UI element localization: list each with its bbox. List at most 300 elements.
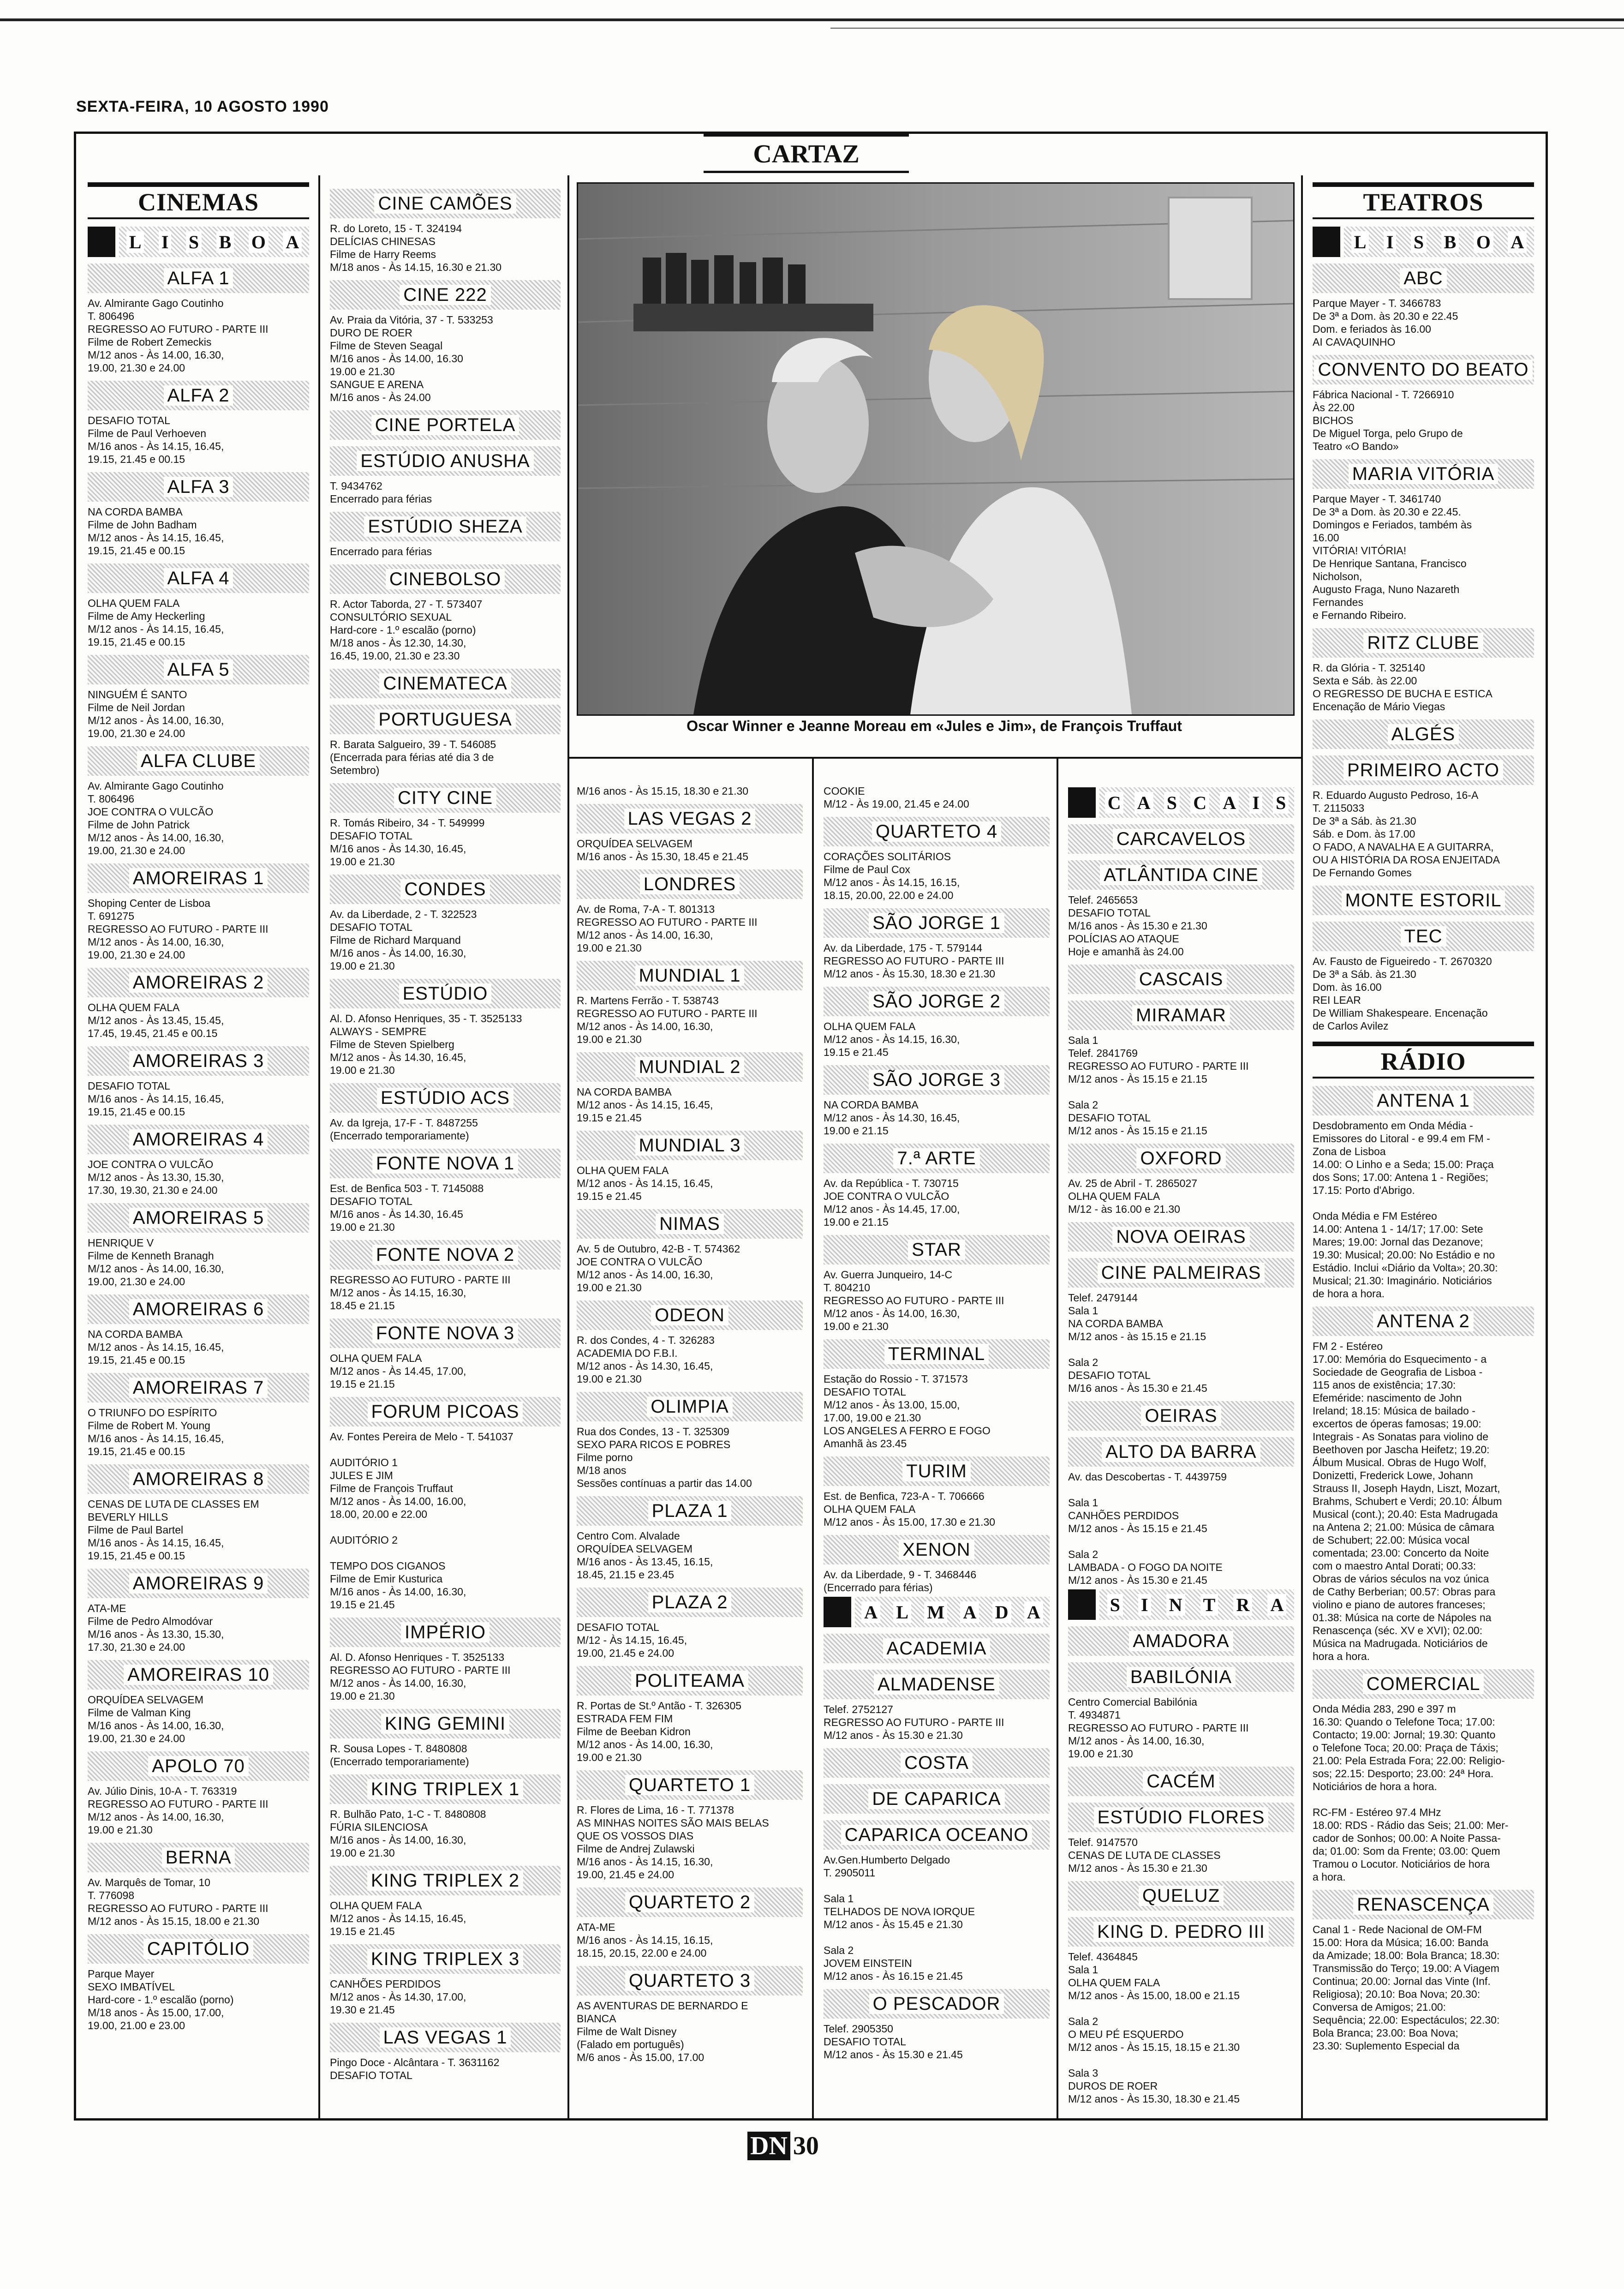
cinema-header-king-triplex-3: [330, 1944, 561, 1974]
cinemas-title: CINEMAS: [88, 182, 309, 219]
venue-name: CITY CINE: [394, 788, 496, 808]
cinema-header-alfa-2: [88, 381, 309, 410]
venue-name: AMOREIRAS 8: [129, 1469, 268, 1489]
cinema-header-carcavelos: [1068, 824, 1294, 854]
venue-name: ESTÚDIO SHEZA: [364, 516, 526, 537]
cinema-header-alfa-3: [88, 472, 309, 502]
venue-name: ALTO DA BARRA: [1102, 1442, 1260, 1462]
theatre-header-alges: [1313, 719, 1534, 749]
listing-text: NA CORDA BAMBA Filme de John Badham M/12 anos - Às 14.15, 16.45, 19.15, 21.45 e 00.15: [88, 506, 224, 557]
cinema-header-xenon: [824, 1535, 1050, 1564]
listing-text: Telef. 4364845 Sala 1 OLHA QUEM FALA M/12 anos - Às 15.00, 18.00 e 21.15 Sala 2 O MEU PÉ ESQUERDO M/12 anos - Às 15.15, 18.15 e 21.30 Sala 3 DUROS DE ROER M/12 anos - Às 15.30, 18.30 e 21.45: [1068, 1951, 1240, 2105]
venue-name: ALMADENSE: [874, 1674, 999, 1695]
listing-text: Av. Fausto de Figueiredo - T. 2670320 De 3ª a Sáb. às 21.30 Dom. às 16.00 REI LEAR De William Shakespeare. Encenação de Carlos Avilez: [1313, 955, 1492, 1032]
cinema-header-king-gemini: [330, 1709, 561, 1738]
venue-name: ESTÚDIO ACS: [377, 1088, 513, 1108]
venue-name: KING D. PEDRO III: [1093, 1922, 1269, 1942]
cinema-header-cine-camoes: [330, 189, 561, 218]
region-letter: S: [186, 231, 202, 253]
region-letter: A: [1134, 792, 1153, 814]
venue-name: KING TRIPLEX 2: [367, 1870, 523, 1891]
listing-text: Av. 25 de Abril - T. 2865027 OLHA QUEM FALA M/12 - às 16.00 e 21.30: [1068, 1177, 1198, 1215]
listing-text: ORQUÍDEA SELVAGEM M/16 anos - Às 15.30, 18.45 e 21.45: [577, 838, 749, 863]
venue-name: IMPÉRIO: [401, 1622, 490, 1642]
page-number: 30: [793, 2132, 819, 2160]
listing-text: Av. da Liberdade, 175 - T. 579144 REGRESSO AO FUTURO - PARTE III M/12 anos - Às 15.30, 18.30 e 21.30: [824, 942, 1004, 980]
cinema-header-turim: [824, 1456, 1050, 1486]
venue-name: AMOREIRAS 1: [129, 868, 268, 888]
cinema-header-mundial-2: [577, 1052, 803, 1082]
venue-name: ANTENA 1: [1373, 1091, 1473, 1111]
cinema-header-estudio-flores: [1068, 1803, 1294, 1832]
cinema-header-alfa-4: [88, 563, 309, 593]
region-letter: A: [861, 1601, 880, 1623]
radio-header-comercial: [1313, 1669, 1534, 1699]
venue-name: AMOREIRAS 4: [129, 1129, 268, 1150]
listing-text: R. do Loreto, 15 - T. 324194 DELÍCIAS CHINESAS Filme de Harry Reems M/18 anos - Às 14.15, 16.30 e 21.30: [330, 222, 502, 273]
listing-text: NA CORDA BAMBA M/12 anos - Às 14.30, 16.45, 19.00 e 21.15: [824, 1099, 960, 1137]
cinema-header-estudio: [330, 979, 561, 1008]
photo-divider: [567, 757, 1301, 759]
radio-header-antena-2: [1313, 1306, 1534, 1336]
venue-name: MIRAMAR: [1132, 1005, 1230, 1025]
listing-text: R. Sousa Lopes - T. 8480808 (Encerrado temporariamente): [330, 1743, 469, 1768]
radio-header-antena-1: [1313, 1086, 1534, 1115]
venue-name: ABC: [1400, 268, 1446, 288]
theatres-title: TEATROS: [1313, 182, 1534, 219]
listing-text: Av. de Roma, 7-A - T. 801313 REGRESSO AO FUTURO - PARTE III M/12 anos - Às 14.00, 16.30, 19.00 e 21.30: [577, 903, 758, 954]
listing-text: CENAS DE LUTA DE CLASSES EM BEVERLY HILLS Filme de Paul Bartel M/16 anos - Às 14.15, 16.45, 19.15, 21.45 e 00.15: [88, 1498, 259, 1562]
listing-text: O TRIUNFO DO ESPÍRITO Filme de Robert M. Young M/16 anos - Às 14.15, 16.45, 19.15, 21.45 e 00.15: [88, 1407, 224, 1457]
region-letter: R: [1233, 1594, 1252, 1616]
listing-text: Telef. 2479144 Sala 1 NA CORDA BAMBA M/12 anos - às 15.15 e 21.15 Sala 2 DESAFIO TOTAL M/16 anos - Às 15.30 e 21.45: [1068, 1292, 1207, 1394]
venue-name: ATLÂNTIDA CINE: [1100, 865, 1262, 885]
region-letter: S: [1164, 792, 1180, 814]
venue-list: [88, 264, 309, 2032]
cinema-header-cacem: [1068, 1767, 1294, 1796]
cinema-header-amoreiras-10: [88, 1660, 309, 1690]
venue-name: RENASCENÇA: [1353, 1894, 1493, 1915]
footer-page-number: [747, 2131, 819, 2161]
region-letter: L: [893, 1601, 911, 1623]
region-letter: O: [249, 231, 269, 253]
region-letter: A: [1024, 1601, 1043, 1623]
venue-list: [577, 804, 803, 2064]
cinema-header-estudio-sheza: [330, 512, 561, 541]
cinema-header-amadora: [1068, 1626, 1294, 1656]
region-letter: D: [992, 1601, 1011, 1623]
continued-text: COOKIE M/12 - Às 19.00, 21.45 e 24.00: [824, 785, 969, 810]
venue-name: MUNDIAL 1: [635, 965, 745, 986]
listing-text: ATA-ME Filme de Pedro Almodóvar M/16 anos - Às 13.30, 15.30, 17.30, 21.30 e 24.00: [88, 1602, 224, 1653]
cinemas-column-1: [88, 182, 309, 2121]
venue-name: BABILÓNIA: [1127, 1667, 1236, 1687]
top-rule-secondary: [830, 28, 1624, 29]
listing-text: Av. das Descobertas - T. 4439759 Sala 1 CANHÕES PERDIDOS M/12 anos - Às 15.15 e 21.45 Sala 2 LAMBADA - O FOGO DA NOITE M/12 anos - Às 15.30 e 21.45: [1068, 1471, 1227, 1586]
venue-name: AMOREIRAS 9: [129, 1573, 268, 1594]
venue-name: CACÉM: [1143, 1771, 1219, 1792]
photo-image: [578, 184, 1293, 714]
region-letter: A: [1267, 1594, 1286, 1616]
listing-text: AS AVENTURAS DE BERNARDO E BIANCA Filme de Walt Disney (Falado em português) M/6 anos - Às 15.00, 17.00: [577, 2000, 748, 2063]
cinema-header-las-vegas-2: [577, 804, 803, 833]
venue-name: ALFA 2: [164, 385, 233, 406]
venue-name: LAS VEGAS 2: [624, 809, 756, 829]
venue-name: CAPARICA OCEANO: [841, 1825, 1033, 1845]
listing-text: Av. da República - T. 730715 JOE CONTRA O VULCÃO M/12 anos - Às 14.45, 17.00, 19.00 e 21.15: [824, 1177, 960, 1228]
region-letter: L: [126, 231, 144, 253]
venue-name: NIMAS: [656, 1214, 724, 1234]
region-letter: I: [1384, 231, 1397, 253]
venue-name: MONTE ESTORIL: [1342, 890, 1505, 911]
cinema-header-amoreiras-7: [88, 1373, 309, 1402]
cinema-header-cascais: [1068, 965, 1294, 994]
listing-text: Al. D. Afonso Henriques, 35 - T. 3525133 ALWAYS - SEMPRE Filme de Steven Spielberg M/12 anos - Às 14.30, 16.45, 19.00 e 21.30: [330, 1013, 522, 1076]
theatre-header-tec: [1313, 922, 1534, 951]
cinema-header-cinebolso: [330, 564, 561, 594]
venue-name: FONTE NOVA 2: [372, 1245, 518, 1265]
theatres-radio-column: [1313, 182, 1534, 2121]
venue-name: COSTA: [901, 1753, 973, 1773]
venue-name: 7.ª ARTE: [893, 1148, 979, 1168]
region-letter: O: [1474, 231, 1493, 253]
venue-name: KING GEMINI: [381, 1714, 509, 1734]
listing-text: Shoping Center de Lisboa T. 691275 REGRESSO AO FUTURO - PARTE III M/12 anos - Às 14.00, 16.30, 19.00, 21.30 e 24.00: [88, 897, 269, 961]
dateline: SEXTA-FEIRA, 10 AGOSTO 1990: [76, 98, 329, 115]
region-letter: S: [1107, 1594, 1123, 1616]
cinema-header-atlantida-cine: [1068, 860, 1294, 890]
region-letter: C: [1190, 792, 1209, 814]
venue-list: [1068, 787, 1294, 2105]
cinema-header-de-caparica: [824, 1784, 1050, 1814]
theatre-header-convento-do-beato: [1313, 355, 1534, 384]
cinema-header-fonte-nova-2: [330, 1240, 561, 1270]
theatre-header-maria-vitoria: [1313, 459, 1534, 489]
listing-text: CANHÕES PERDIDOS M/12 anos - Às 14.30, 17.00, 19.30 e 21.45: [330, 1978, 466, 2016]
venue-name: ODEON: [651, 1305, 728, 1325]
cinema-header-babilonia: [1068, 1662, 1294, 1692]
region-marker: [1068, 1589, 1096, 1620]
listing-text: Av. da Liberdade, 2 - T. 322523 DESAFIO TOTAL Filme de Richard Marquand M/16 anos - Às 14.00, 16.30, 19.00 e 21.30: [330, 908, 477, 972]
venue-name: LONDRES: [640, 874, 740, 894]
venue-name: CINE CAMÕES: [374, 193, 516, 214]
listing-text: Av. da Igreja, 17-F - T. 8487255 (Encerrado temporariamente): [330, 1117, 478, 1142]
venue-name: AMOREIRAS 5: [129, 1208, 268, 1228]
cinema-header-miramar: [1068, 1001, 1294, 1030]
listing-text: Av. Júlio Dinis, 10-A - T. 763319 REGRESSO AO FUTURO - PARTE III M/12 anos - Às 14.00, 16.30, 19.00 e 21.30: [88, 1785, 269, 1836]
region-lisboa: [1313, 227, 1534, 257]
venue-name: ESTÚDIO FLORES: [1094, 1807, 1269, 1828]
listing-text: R. Tomás Ribeiro, 34 - T. 549999 DESAFIO TOTAL M/16 anos - Às 14.30, 16.45, 19.00 e 21.30: [330, 817, 485, 868]
region-letter: M: [924, 1601, 947, 1623]
venue-name: QUARTETO 3: [625, 1971, 754, 1991]
column-divider: [567, 175, 569, 2121]
cinema-header-alto-da-barra: [1068, 1437, 1294, 1467]
cinemas-column-3: [577, 785, 803, 2121]
venue-name: OEIRAS: [1141, 1406, 1221, 1426]
venue-name: CINE PORTELA: [371, 415, 519, 435]
cinema-header-amoreiras-6: [88, 1294, 309, 1324]
cinema-header-forum-picoas: [330, 1397, 561, 1426]
section-title-cartaz: CARTAZ: [704, 134, 909, 173]
cinema-header-mundial-1: [577, 961, 803, 990]
listing-text: Sala 1 Telef. 2841769 REGRESSO AO FUTURO - PARTE III M/12 anos - Às 15.15 e 21.15 Sala 2 DESAFIO TOTAL M/12 anos - Às 15.15 e 21.15: [1068, 1034, 1249, 1137]
listing-text: Av. Fontes Pereira de Melo - T. 541037 AUDITÓRIO 1 JULES E JIM Filme de François Truffaut M/12 anos - Às 14.00, 16.00, 18.00, 20.00 e 22.00 AUDITÓRIO 2 TEMPO DOS CIGANOS Filme de Emir Kusturica M/16 anos - Às 14.00, 16.30, 19.15 e 21.45: [330, 1431, 513, 1611]
cinema-header-amoreiras-9: [88, 1569, 309, 1598]
listing-text: T. 9434762 Encerrado para férias: [330, 480, 432, 505]
cinemas-column-2: [330, 182, 561, 2121]
venue-name: ALGÉS: [1388, 724, 1459, 744]
listing-text: Telef. 2752127 REGRESSO AO FUTURO - PARTE III M/12 anos - Às 15.30 e 21.30: [824, 1703, 1004, 1741]
venue-name: MARIA VITÓRIA: [1349, 464, 1499, 484]
listing-text: Av. Guerra Junqueiro, 14-C T. 804210 REGRESSO AO FUTURO - PARTE III M/12 anos - Às 14.00, 16.30, 19.00 e 21.30: [824, 1269, 1004, 1332]
venue-name: SÃO JORGE 1: [869, 913, 1004, 933]
cinema-header-alfa-5: [88, 655, 309, 684]
venue-name: ESTÚDIO: [399, 983, 492, 1004]
listing-text: REGRESSO AO FUTURO - PARTE III M/12 anos - Às 14.15, 16.30, 18.45 e 21.15: [330, 1274, 511, 1312]
listing-text: FM 2 - Estéreo 17.00: Memória do Esquecimento - a Sociedade de Geografia de Lisboa - 115 anos de existência; 17.30: Efeméride: nascimento de John Ireland; 18.15: Música de bailado - excertos de óperas famosas; 19.00: Integrais - As Sonatas para violino de Beethoven por Jascha Heifetz; 19.20: Álbum Musical. Obras de Hugo Wolf, Donizetti, Frederick Lowe, Johann Strauss II, Joseph Haydn, Liszt, Mozart, Brahms, Schubert e Verdi; 20.10: Álbum Musical (cont.); 20.40: Esta Madrugada na Antena 2; 21.00: Música de câmara de Schubert; 22.00: Música vocal comentada; 23.00: Concerto da Noite com o maestro Antal Dorati; 00.33: Obras de vários séculos na voz única de Cathy Berberian; 00.57: Obras para violino e piano de autores franceses; 01.38: Música na corte de Nápoles na Renascença (séc. XV e XVI); 02.00: Música na Madrugada. Noticiários de hora a hora.: [1313, 1340, 1502, 1662]
cinema-header-olimpia: [577, 1392, 803, 1421]
listing-text: NA CORDA BAMBA M/12 anos - Às 14.15, 16.45, 19.15, 21.45 e 00.15: [88, 1328, 224, 1366]
theatre-header-primeiro-acto: [1313, 755, 1534, 785]
venue-name: NOVA OEIRAS: [1112, 1227, 1249, 1247]
cinema-header-quarteto-4: [824, 817, 1050, 846]
venue-name: TERMINAL: [884, 1344, 989, 1364]
column-divider: [318, 175, 320, 2121]
listing-text: Centro Com. Alvalade ORQUÍDEA SELVAGEM M/16 anos - Às 13.45, 16.15, 18.45, 21.15 e 23.45: [577, 1530, 713, 1581]
venue-name: FORUM PICOAS: [368, 1402, 523, 1422]
listing-text: Parque Mayer - T. 3461740 De 3ª a Dom. às 20.30 e 22.45. Domingos e Feriados, também às 16.00 VITÓRIA! VITÓRIA! De Henrique Santana, Francisco Nicholson, Augusto Fraga, Nuno Nazareth Fernandes e Fernando Ribeiro.: [1313, 493, 1472, 621]
region-letters: [1099, 1589, 1294, 1620]
listing-text: ORQUÍDEA SELVAGEM Filme de Valman King M/16 anos - Às 14.00, 16.30, 19.00, 21.30 e 24.00: [88, 1694, 224, 1744]
listing-text: Pingo Doce - Alcântara - T. 3631162 DESAFIO TOTAL: [330, 2056, 500, 2081]
listing-text: OLHA QUEM FALA M/12 anos - Às 14.15, 16.45, 19.15 e 21.45: [330, 1900, 466, 1937]
radio-header-renascenca: [1313, 1890, 1534, 1919]
venue-name: ALFA 1: [164, 268, 233, 288]
listing-text: R. Martens Ferrão - T. 538743 REGRESSO AO FUTURO - PARTE III M/12 anos - Às 14.00, 16.30, 19.00 e 21.30: [577, 995, 758, 1045]
cinema-header-politeama: [577, 1666, 803, 1696]
venue-name: FONTE NOVA 3: [372, 1323, 518, 1343]
venue-name: MUNDIAL 3: [635, 1135, 745, 1156]
region-letter: A: [1220, 792, 1239, 814]
listing-text: R. da Glória - T. 325140 Sexta e Sáb. às 22.00 O REGRESSO DE BUCHA E ESTICA Encenação de Mário Viegas: [1313, 662, 1493, 713]
cinema-header-nimas: [577, 1209, 803, 1239]
listing-text: R. Portas de St.º Antão - T. 326305 ESTRADA FEM FIM Filme de Beeban Kidron M/12 anos - Às 14.00, 16.30, 19.00 e 21.30: [577, 1700, 742, 1763]
venue-name: DE CAPARICA: [868, 1789, 1004, 1809]
listing-text: DESAFIO TOTAL M/16 anos - Às 14.15, 16.45, 19.15, 21.45 e 00.15: [88, 1080, 224, 1118]
listing-text: R. Actor Taborda, 27 - T. 573407 CONSULTÓRIO SEXUAL Hard-core - 1.º escalão (porno) M/18 anos - Às 12.30, 14.30, 16.45, 19.00, 21.30 e 23.30: [330, 598, 483, 662]
cinema-header-odeon: [577, 1300, 803, 1330]
cinema-header-amoreiras-1: [88, 863, 309, 893]
cinema-header-star: [824, 1235, 1050, 1264]
cinema-header-academia: [824, 1634, 1050, 1663]
cinema-header-almadense: [824, 1670, 1050, 1699]
listing-text: Parque Mayer - T. 3466783 De 3ª a Dom. às 20.30 e 22.45 Dom. e feriados às 16.00 AI CAVAQUINHO: [1313, 297, 1458, 348]
listing-text: Est. de Benfica 503 - T. 7145088 DESAFIO TOTAL M/16 anos - Às 14.30, 16.45 19.00 e 21.30: [330, 1182, 484, 1233]
cinema-header-mundial-3: [577, 1131, 803, 1160]
region-letter: A: [960, 1601, 979, 1623]
venue-name: CINE 222: [400, 285, 490, 305]
listing-text: Rua dos Condes, 13 - T. 325309 SEXO PARA RICOS E POBRES Filme porno M/18 anos Sessões contínuas a partir das 14.00: [577, 1426, 752, 1489]
listing-text: DESAFIO TOTAL Filme de Paul Verhoeven M/16 anos - Às 14.15, 16.45, 19.15, 21.45 e 00.15: [88, 414, 224, 465]
cinema-header-plaza-2: [577, 1588, 803, 1617]
cinema-header-cinemateca: [330, 669, 561, 698]
listing-text: Telef. 2905350 DESAFIO TOTAL M/12 anos - Às 15.30 e 21.45: [824, 2023, 963, 2061]
region-letters: [1099, 787, 1294, 818]
theatre-header-monte-estoril: [1313, 886, 1534, 915]
listing-text: Al. D. Afonso Henriques - T. 3525133 REGRESSO AO FUTURO - PARTE III M/12 anos - Às 14.00, 16.30, 19.00 e 21.30: [330, 1651, 511, 1702]
venue-name: QUARTETO 2: [625, 1892, 754, 1912]
region-marker: [1068, 787, 1096, 818]
venue-name: PORTUGUESA: [375, 709, 515, 730]
listing-text: Av. Almirante Gago Coutinho T. 806496 REGRESSO AO FUTURO - PARTE III Filme de Robert Zemeckis M/12 anos - Às 14.00, 16.30, 19.00, 21.30 e 24.00: [88, 297, 269, 374]
venue-name: QUARTETO 1: [625, 1775, 754, 1795]
cinema-header-king-triplex-2: [330, 1866, 561, 1895]
venue-name: AMOREIRAS 6: [129, 1299, 268, 1319]
venue-name: CINE PALMEIRAS: [1098, 1263, 1265, 1283]
region-letter: C: [1105, 792, 1124, 814]
cinema-header-amoreiras-5: [88, 1203, 309, 1233]
listing-text: Centro Comercial Babilónia T. 4934871 REGRESSO AO FUTURO - PARTE III M/12 anos - Às 14.00, 16.30, 19.00 e 21.30: [1068, 1696, 1249, 1760]
venue-name: STAR: [908, 1240, 965, 1260]
listing-text: Av. Almirante Gago Coutinho T. 806496 JOE CONTRA O VULCÃO Filme de John Patrick M/12 anos - Às 14.00, 16.30, 19.00, 21.30 e 24.00: [88, 780, 224, 857]
venue-name: APOLO 70: [148, 1756, 248, 1776]
venue-list: [824, 817, 1050, 2061]
listing-text: R. Flores de Lima, 16 - T. 771378 AS MINHAS NOITES SÃO MAIS BELAS QUE OS VOSSOS DIAS Filme de Andrej Zulawski M/16 anos - Às 14.15, 16.30, 19.00, 21.45 e 24.00: [577, 1804, 769, 1881]
cinema-header-quarteto-3: [577, 1966, 803, 1995]
venue-name: ALFA 5: [164, 659, 233, 680]
region-letter: T: [1200, 1594, 1218, 1616]
venue-name: CINEMATECA: [379, 673, 511, 694]
film-still-photo: [577, 182, 1295, 716]
cinemas-column-5: [1068, 785, 1294, 2121]
region-marker: [88, 227, 115, 257]
listing-text: Av. Praia da Vitória, 37 - T. 533253 DURO DE ROER Filme de Steven Seagal M/16 anos - Às 14.00, 16.30 19.00 e 21.30 SANGUE E ARENA M/16 anos - Às 24.00: [330, 314, 493, 403]
column-divider: [1301, 175, 1303, 2121]
region-letters: [1344, 227, 1534, 257]
region-letter: I: [1138, 1594, 1151, 1616]
venue-name: ALFA 4: [164, 568, 233, 588]
venue-name: KING TRIPLEX 1: [367, 1779, 523, 1799]
venue-name: TEC: [1401, 926, 1446, 947]
cinema-header-caparica-oceano: [824, 1820, 1050, 1850]
listing-text: Av. Marquês de Tomar, 10 T. 776098 REGRESSO AO FUTURO - PARTE III M/12 anos - Às 15.15, 18.00 e 21.30: [88, 1876, 269, 1927]
listing-text: R. dos Condes, 4 - T. 326283 ACADEMIA DO F.B.I. M/12 anos - Às 14.30, 16.45, 19.00 e 21.30: [577, 1334, 715, 1385]
listing-text: Av. da Liberdade, 9 - T. 3468446 (Encerrado para férias): [824, 1569, 977, 1594]
venue-name: TURIM: [902, 1461, 971, 1481]
venue-name: BERNA: [162, 1847, 235, 1868]
listing-text: Onda Média 283, 290 e 397 m 16.30: Quando o Telefone Toca; 17.00: Contacto; 19.00: Jornal; 19.30: Quanto o Telefone Toca; 20.00: Praça de Táxis; 21.00: Pela Estrada Fora; 22.00: Religio- sos; 22.15: Desporto; 23.00: 24ª Hora. Noticiários de hora a hora. RC-FM - Estéreo 97.4 MHz 18.00: RDS - Rádio das Seis; 21.00: Mer- cador de Sonhos; 00.00: A Noite Passa- da; 01.00: Som da Frente; 03.00: Quem Tramou o Locutor. Noticiários de hora a hora.: [1313, 1703, 1509, 1883]
venue-name: ESTÚDIO ANUSHA: [357, 451, 533, 471]
region-banner: [1068, 1589, 1294, 1620]
venue-name: SÃO JORGE 3: [869, 1070, 1004, 1090]
venue-name: AMADORA: [1129, 1631, 1233, 1651]
cinema-header-king-triplex-1: [330, 1774, 561, 1804]
cinema-header-oxford: [1068, 1144, 1294, 1173]
venue-name: POLITEAMA: [631, 1671, 748, 1691]
region-letter: I: [1249, 792, 1262, 814]
cinema-header-capitolio: [88, 1934, 309, 1964]
venue-name: SÃO JORGE 2: [869, 991, 1004, 1012]
listing-text: JOE CONTRA O VULCÃO M/12 anos - Às 13.30, 15.30, 17.30, 19.30, 21.30 e 24.00: [88, 1158, 224, 1196]
cinema-header-city-cine: [330, 783, 561, 813]
cinema-header-las-vegas-1: [330, 2023, 561, 2052]
venue-name: FONTE NOVA 1: [372, 1153, 518, 1174]
listing-text: Estação do Rossio - T. 371573 DESAFIO TOTAL M/12 anos - Às 13.00, 15.00, 17.00, 19.00 e 21.30 LOS ANGELES A FERRO E FOGO Amanhã às 23.45: [824, 1373, 991, 1450]
listing-text: Av. 5 de Outubro, 42-B - T. 574362 JOE CONTRA O VULCÃO M/12 anos - Às 14.00, 16.30, 19.00 e 21.30: [577, 1243, 740, 1294]
venue-name: OLIMPIA: [647, 1396, 732, 1417]
region-marker: [1313, 227, 1340, 257]
venue-name: ACADEMIA: [883, 1638, 991, 1659]
listing-text: Encerrado para férias: [330, 545, 432, 557]
cinema-header-plaza-1: [577, 1496, 803, 1526]
region-letter: I: [159, 231, 172, 253]
venue-name: LAS VEGAS 1: [380, 2027, 511, 2048]
venue-list: [330, 189, 561, 2082]
region-lisboa: [88, 227, 309, 257]
continued-text: M/16 anos - Às 15.15, 18.30 e 21.30: [577, 785, 749, 797]
listing-text: Av.Gen.Humberto Delgado T. 2905011 Sala 1 TELHADOS DE NOVA IORQUE M/12 anos - Às 15.45 e 21.30 Sala 2 JOVEM EINSTEIN M/12 anos - Às 16.15 e 21.45: [824, 1854, 975, 1982]
venue-name: CARCAVELOS: [1113, 829, 1249, 849]
cinema-header-7-arte: [824, 1144, 1050, 1173]
region-letter: S: [1411, 231, 1427, 253]
cinema-header-sao-jorge-3: [824, 1065, 1050, 1095]
top-rule: [0, 18, 1624, 21]
listing-text: Fábrica Nacional - T. 7266910 Às 22.00 BICHOS De Miguel Torga, pelo Grupo de Teatro «O Bando»: [1313, 389, 1463, 452]
theatre-header-abc: [1313, 264, 1534, 293]
cinema-header-alfa-1: [88, 264, 309, 293]
listing-text: OLHA QUEM FALA M/12 anos - Às 13.45, 15.45, 17.45, 19.45, 21.45 e 00.15: [88, 1001, 224, 1039]
cinema-header-terminal: [824, 1339, 1050, 1369]
cinema-header-imperio: [330, 1618, 561, 1647]
listing-text: ATA-ME M/16 anos - Às 14.15, 16.15, 18.15, 20.15, 22.00 e 24.00: [577, 1921, 713, 1959]
venue-name: CASCAIS: [1135, 969, 1227, 989]
listing-text: NINGUÉM É SANTO Filme de Neil Jordan M/12 anos - Às 14.00, 16.30, 19.00, 21.30 e 24.00: [88, 689, 224, 739]
listing-text: OLHA QUEM FALA M/12 anos - Às 14.15, 16.30, 19.15 e 21.45: [824, 1020, 960, 1058]
listing-text: CORAÇÕES SOLITÁRIOS Filme de Paul Cox M/12 anos - Às 14.15, 16.15, 18.15, 20.00, 22.00 e 24.00: [824, 851, 960, 901]
region-banner: [1068, 787, 1294, 818]
venue-name: ALFA 3: [164, 477, 233, 497]
cinema-header-oeiras: [1068, 1401, 1294, 1431]
cinema-header-berna: [88, 1843, 309, 1872]
theatre-list: [1313, 264, 1534, 1032]
listing-text: OLHA QUEM FALA M/12 anos - Às 14.15, 16.45, 19.15 e 21.45: [577, 1164, 713, 1202]
listing-text: DESAFIO TOTAL M/12 - Às 14.15, 16.45, 19.00, 21.45 e 24.00: [577, 1621, 687, 1659]
listing-text: Telef. 9147570 CENAS DE LUTA DE CLASSES M/12 anos - Às 15.30 e 21.30: [1068, 1836, 1221, 1874]
region-letters: [855, 1597, 1050, 1627]
venue-name: OXFORD: [1136, 1148, 1225, 1168]
column-divider: [1057, 757, 1058, 2121]
cinema-header-costa: [824, 1748, 1050, 1778]
listing-text: R. Bulhão Pato, 1-C - T. 8480808 FÚRIA SILENCIOSA M/16 anos - Às 14.00, 16.30, 19.00 e 21.30: [330, 1808, 486, 1859]
region-banner: [824, 1597, 1050, 1627]
venue-name: CAPITÓLIO: [143, 1939, 253, 1959]
listing-text: HENRIQUE V Filme de Kenneth Branagh M/12 anos - Às 14.00, 16.30, 19.00, 21.30 e 24.00: [88, 1237, 224, 1288]
cinema-header-o-pescador: [824, 1989, 1050, 2019]
venue-name: AMOREIRAS 7: [129, 1378, 268, 1398]
column-divider: [812, 757, 814, 2121]
listing-text: R. Barata Salgueiro, 39 - T. 546085 (Encerrada para férias até dia 3 de Setembro): [330, 738, 496, 776]
venue-name: O PESCADOR: [869, 1994, 1004, 2014]
venue-name: MUNDIAL 2: [635, 1057, 745, 1077]
venue-name: CONVENTO DO BEATO: [1314, 360, 1532, 380]
radio-title: RÁDIO: [1313, 1042, 1534, 1079]
listing-text: Desdobramento em Onda Média - Emissores do Litoral - e 99.4 em FM - Zona de Lisboa 14.00: O Linho e a Seda; 15.00: Praça dos Sons; 17.00: Antena 1 - Regiões; 17.15: Porto d'Abrigo. Onda Média e FM Estéreo 14.00: Antena 1 - 14/17; 17.00: Sete Mares; 19.00: Jornal das Dezanove; 19.30: Musical; 20.00: No Estádio e no Estádio. Inclui «Diário da Volta»; 20.30: Musical; 21.30: Imaginário. Noticiários de hora a hora.: [1313, 1120, 1498, 1300]
listing-text: Parque Mayer SEXO IMBATÍVEL Hard-core - 1.º escalão (porno) M/18 anos - Às 15.00, 17.00, 19.00, 21.00 e 23.00: [88, 1968, 234, 2031]
newspaper-logo: DN: [747, 2132, 790, 2160]
cinema-header-sao-jorge-1: [824, 908, 1050, 938]
cinema-header-amoreiras-3: [88, 1046, 309, 1076]
